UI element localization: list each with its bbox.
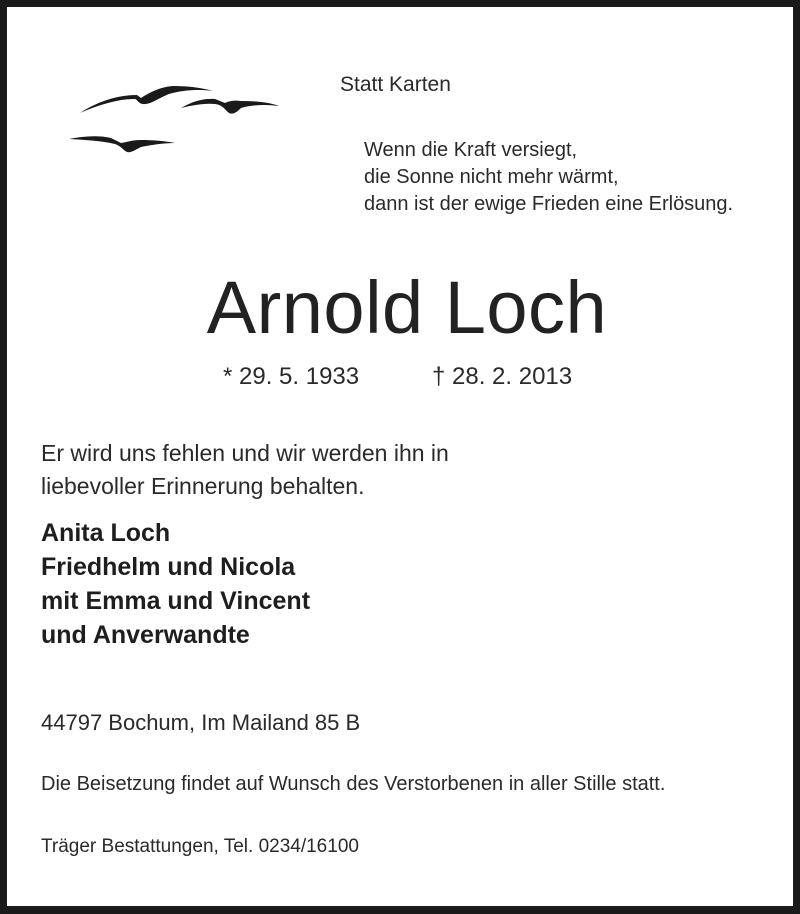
poem-line: dann ist der ewige Frieden eine Erlösung.: [364, 193, 734, 215]
death-date: † 28. 2. 2013: [432, 363, 573, 390]
statt-karten-label: Statt Karten: [340, 73, 451, 96]
deceased-name: Arnold Loch: [206, 266, 608, 349]
message-line: liebevoller Erinnerung behalten.: [41, 473, 365, 499]
address: 44797 Bochum, Im Mailand 85 B: [41, 710, 361, 735]
mourners-list: [41, 516, 310, 652]
mourner-line: und Anverwandte: [41, 621, 250, 649]
poem: [364, 137, 733, 218]
poem-line: die Sonne nicht mehr wärmt,: [364, 166, 619, 188]
birth-date: * 29. 5. 1933: [223, 363, 360, 390]
poem-line: Wenn die Kraft versiegt,: [364, 139, 578, 161]
memorial-message: [41, 437, 449, 503]
mourner-line: Anita Loch: [41, 519, 171, 547]
burial-notice: Die Beisetzung findet auf Wunsch des Verstorbenen in aller Stille statt.: [41, 773, 666, 795]
flying-birds-icon: [65, 77, 285, 162]
mourner-line: Friedhelm und Nicola: [41, 553, 296, 581]
undertaker-info: Träger Bestattungen, Tel. 0234/16100: [41, 836, 359, 857]
mourner-line: mit Emma und Vincent: [41, 587, 311, 615]
message-line: Er wird uns fehlen und wir werden ihn in: [41, 440, 449, 466]
